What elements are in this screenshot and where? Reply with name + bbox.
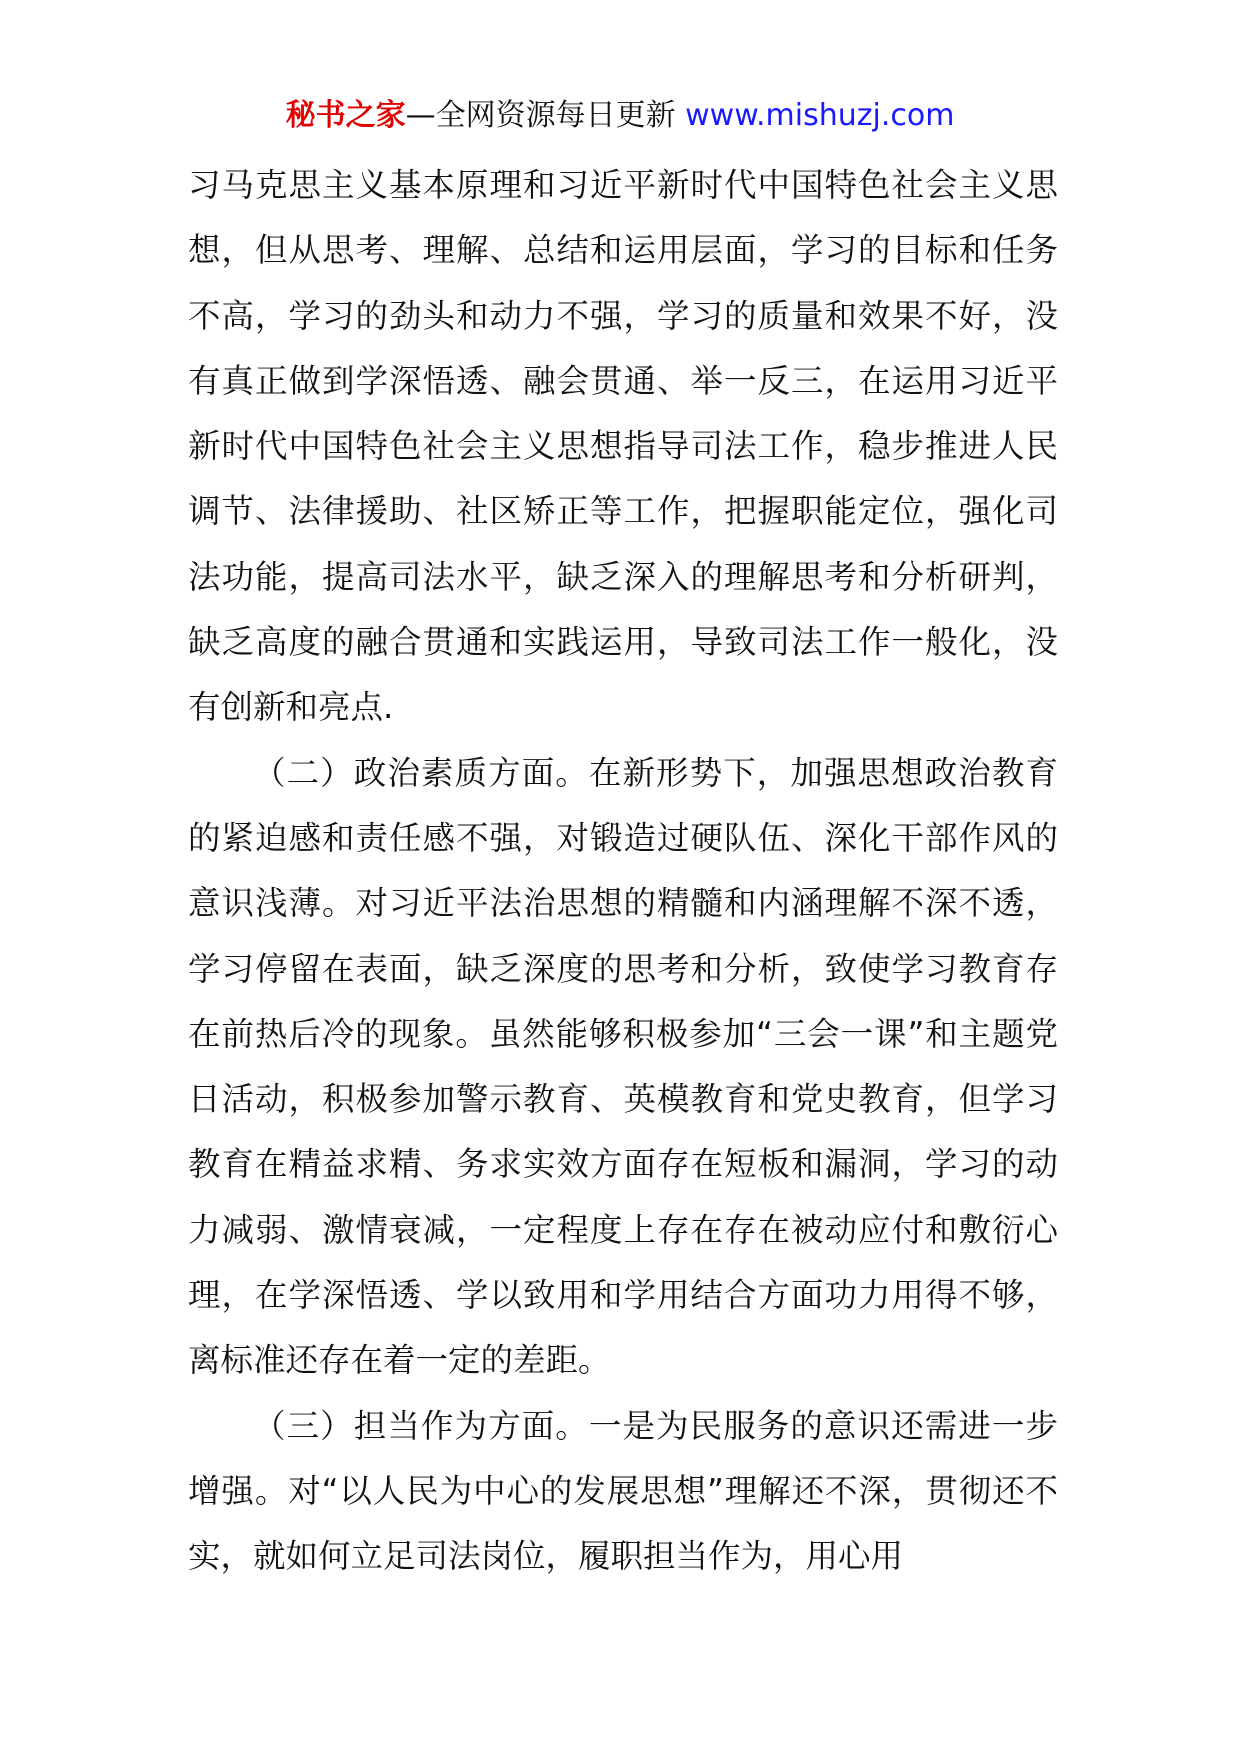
website-link[interactable]: www.mishuzj.com	[685, 98, 955, 133]
header-tagline: —全网资源每日更新	[405, 98, 686, 133]
paragraph-responsibility: （三）担当作为方面。一是为民服务的意识还需进一步增强。对“以人民为中心的发展思想”理解还不深，贯彻还不实，就如何立足司法岗位，履职担当作为，用心用	[188, 1406, 1058, 1576]
paragraph-continued: 习马克思主义基本原理和习近平新时代中国特色社会主义思想，但从思考、理解、总结和运用层面，学习的目标和任务不高，学习的劲头和动力不强，学习的质量和效果不好，没有真正做到学深悟透、融会贯通、举一反三，在运用习近平新时代中国特色社会主义思想指导司法工作，稳步推进人民调节、法律援助、社区矫正等工作，把握职能定位，强化司法功能，提高司法水平，缺乏深入的理解思考和分析研判，缺乏高度的融合贯通和实践运用，导致司法工作一般化，没有创新和亮点.	[188, 166, 1058, 727]
page-header	[0, 98, 1240, 134]
document-body	[188, 153, 1058, 1590]
paragraph-political-quality: （二）政治素质方面。在新形势下，加强思想政治教育的紧迫感和责任感不强，对锻造过硬队伍、深化干部作风的意识浅薄。对习近平法治思想的精髓和内涵理解不深不透，学习停留在表面，缺乏深度的思考和分析，致使学习教育存在前热后冷的现象。虽然能够积极参加“三会一课”和主题党日活动，积极参加警示教育、英模教育和党史教育，但学习教育在精益求精、务求实效方面存在短板和漏洞，学习的动力减弱、激情衰减，一定程度上存在存在被动应付和敷衍心理，在学深悟透、学以致用和学用结合方面功力用得不够，离标准还存在着一定的差距。	[188, 753, 1058, 1380]
brand-name: 秘书之家	[285, 98, 406, 133]
